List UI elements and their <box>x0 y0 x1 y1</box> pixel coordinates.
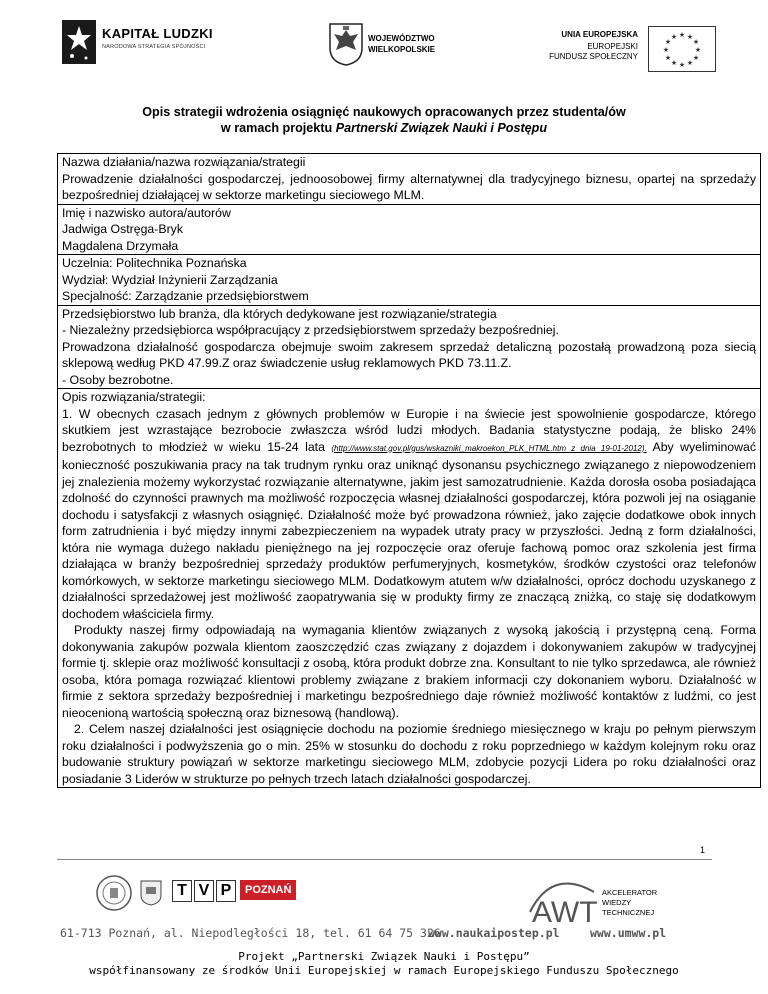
strategy-table <box>57 153 768 788</box>
description-p1-end: Aby wyeliminować konieczność poszukiwania pracy na tak trudnym rynku oraz uniknąć dysonansu psychicznego związanego z niepowodzeniem jej znalezienia możemy wykorzystać rozwiązanie alternatywne, jakim jest samozatrudnienie. Każda dorosła osoba posiadająca zdolność do czynności prawnych ma możliwość rozpoczęcia własnej działalności gospodarczej, która pozwoli jej na osiąganie dochodu i satysfakcji z własnych osiągnięć. Działalność może być prowadzona również, jako zajęcie dodatkowe obok innych form zatrudnienia i być między innymi zabezpieczeniem na wypadek utraty pracy w przyszłości. Jedną z form działalności, która nie wymaga dużego nakładu pieniężnego na jej rozpoczęcie oraz oferuje fachową pomoc oraz szkolenia jest firma działająca w branży bezpośredniej sprzedaży produktów perfumeryjnych, kosmetyków, środków czystości oraz telefonów komórkowych, w sektorze marketingu sieciowego MLM. Dodatkowym atutem w/w działalności, oprócz dochodu uzyskanego z działalności sprzedażowej jest możliwość zaopatrywania się w produkty firmy ze znaczącą zniżką, co staję się dodatkowym dochodem właściciela firmy. <box>62 439 756 621</box>
svg-text:★: ★ <box>664 54 672 62</box>
eu-line3: FUNDUSZ SPOŁECZNY <box>549 52 638 61</box>
project-name: Partnerski Związek Nauki i Postępu <box>335 121 548 135</box>
title-line2 <box>0 120 768 136</box>
tvp-letter-t: T <box>172 880 192 902</box>
awt-logo <box>522 872 682 928</box>
industry-item-2: Prowadzona działalność gospodarcza obejmuje swoim zakresem sprzedaż detaliczną pozostałą prowadzoną poza siecią sklepową według PKD 47.99.Z oraz świadczenie usług reklamowych PKD 73.11.Z. <box>62 339 756 370</box>
description-p1-start: 1. W obecnych czasach jednym z głównych problemów w Europie i na świecie jest spowolnienie gospodarcze, którego skutkiem jest wzrastające bezrobocie zwłaszcza wśród ludzi młodych. Badania statystyczne podają, że blisko 24% bezrobotnych to młodzież w wieku 15-24 lata <box>62 406 756 454</box>
svg-text:★: ★ <box>686 59 694 67</box>
svg-text:★: ★ <box>664 38 672 46</box>
page-header <box>0 0 768 90</box>
svg-text:★: ★ <box>670 33 678 41</box>
industry-item-3: - Osoby bezrobotne. <box>62 372 174 387</box>
cell-description <box>57 389 761 788</box>
university: Uczelnia: Politechnika Poznańska <box>62 256 247 270</box>
svg-text:★: ★ <box>678 61 686 69</box>
wojewodztwo-line2: WIELKOPOLSKIE <box>368 45 436 54</box>
citation-link: (http://www.stat.gov.pl/gus/wskazniki_makroekon_PLK_HTML.htm z dnia 19-01-2012). <box>331 443 647 453</box>
industry-label: Przedsiębiorstwo lub branża, dla których dedykowane jest rozwiązanie/strategia <box>62 306 497 321</box>
wojewodztwo-line1: WOJEWÓDZTWO <box>368 34 435 43</box>
cell-authors <box>57 205 761 256</box>
footer-funding-line: współfinansowany ze środków Unii Europejskiej w ramach Europejskiego Funduszu Społecznego <box>89 964 679 977</box>
awt-text <box>602 888 657 918</box>
awt-mark-icon <box>522 872 602 928</box>
svg-text:★: ★ <box>692 54 700 62</box>
awt-line2: WIEDZY <box>602 898 632 907</box>
description-paragraph-1 <box>62 406 756 623</box>
kapital-ludzki-star-icon <box>62 20 96 64</box>
author-1: Jadwiga Ostręga-Bryk <box>62 222 183 236</box>
city-crest-icon <box>140 880 162 906</box>
footer-divider <box>57 859 712 860</box>
footer-website-1[interactable]: www.naukaipostep.pl <box>428 926 560 940</box>
tvp-letter-v: V <box>194 880 214 902</box>
tvp-poznan-logo <box>172 880 296 902</box>
awt-line1: AKCELERATOR <box>602 888 658 897</box>
svg-text:AWT: AWT <box>532 896 598 928</box>
description-paragraph-3: 2. Celem naszej działalności jest osiągnięcie dochodu na poziomie średniego miesięcznego w kraju po pełnym pierwszym roku działalności i podwyższenia go o min. 25% w stosunku do dochodu z roku poprzedniego w każdym kolejnym roku oraz budowanie struktury powiązań w sektorze marketingu sieciowego MLM, zdobycie pozycji Lidera po roku działalności oraz posiadanie 3 Liderów w strukturze po pełnych trzech latach działalności gospodarczej. <box>62 722 756 786</box>
page-number: 1 <box>700 845 706 855</box>
kapital-ludzki-subtitle: NARODOWA STRATEGIA SPÓJNOŚCI <box>102 44 206 50</box>
authors-label: Imię i nazwisko autora/autorów <box>62 205 231 220</box>
svg-text:★: ★ <box>670 59 678 67</box>
eu-line1: UNIA EUROPEJSKA <box>561 30 638 39</box>
action-name-value: Prowadzenie działalności gospodarczej, jednoosobowej firmy alternatywnej dla tradycyjnego biznesu, opartej na sprzedaży bezpośredniej działającej w sektorze marketingu sieciowego MLM. <box>62 171 756 202</box>
page-footer <box>0 868 768 994</box>
footer-address: 61-713 Poznań, al. Niepodległości 18, tel. 61 64 75 326 <box>60 926 441 940</box>
cell-action-name <box>57 153 761 205</box>
author-2: Magdalena Drzymała <box>62 238 179 253</box>
specialty: Specjalność: Zarządzanie przedsiębiorstwem <box>62 289 309 303</box>
eu-flag-icon <box>648 26 716 72</box>
kapital-ludzki-title: KAPITAŁ LUDZKI <box>102 26 213 41</box>
document-title <box>0 104 768 136</box>
kapital-ludzki-logo <box>62 20 222 64</box>
faculty: Wydział: Wydział Inżynierii Zarządzania <box>62 272 278 287</box>
title-line1: Opis strategii wdrożenia osiągnięć naukowych opracowanych przez studenta/ów <box>142 105 626 119</box>
footer-project-line: Projekt „Partnerski Związek Nauki i Postępu” <box>238 950 530 963</box>
svg-text:★: ★ <box>692 38 700 46</box>
wojewodztwo-logo <box>328 22 448 68</box>
eu-logo <box>549 20 716 70</box>
svg-text:★: ★ <box>678 31 686 39</box>
description-label: Opis rozwiązania/strategii: <box>62 390 206 404</box>
eu-line2: EUROPEJSKI <box>587 42 638 51</box>
svg-text:★: ★ <box>686 33 694 41</box>
footer-website-2[interactable]: www.umww.pl <box>590 926 667 940</box>
action-name-label: Nazwa działania/nazwa rozwiązania/strategii <box>62 155 306 169</box>
title-line2-prefix: w ramach projektu <box>220 121 336 135</box>
cell-university <box>57 255 761 306</box>
description-paragraph-2: Produkty naszej firmy odpowiadają na wymagania klientów związanych z wysoką jakością i przystępną ceną. Forma dokonywania zakupów pozwala klientom zaoszczędzić czas związany z dojazdem i dokonywaniem zakupów w tradycyjnej formie tj. sklepie oraz możliwość konsultacji z osobą, która produkt dobrze zna. Konsultant to nie tylko sprzedawca, ale również osoba, która pomaga rozwiązać klientowi problemy związane z brakiem informacji czy dokonaniem wyboru. Działalność w firmie z sektora sprzedaży bezpośredniej i marketingu bezpośredniego daje również możliwość kontaktów z ludźmi, co jest nieocenioną wartością społeczną oraz biznesową (handlową). <box>62 623 756 720</box>
industry-item-1: - Niezależny przedsiębiorca współpracujący z przedsiębiorstwem sprzedaży bezpośredniej. <box>62 323 559 337</box>
awt-line3: TECHNICZNEJ <box>602 908 655 917</box>
cell-industry <box>57 306 761 390</box>
svg-text:★: ★ <box>662 46 670 54</box>
tvp-letter-p: P <box>216 880 236 902</box>
svg-text:★: ★ <box>694 46 702 54</box>
tvp-region: POZNAŃ <box>240 880 296 900</box>
eagle-crest-icon <box>328 22 364 66</box>
university-seal-icon <box>95 874 133 912</box>
